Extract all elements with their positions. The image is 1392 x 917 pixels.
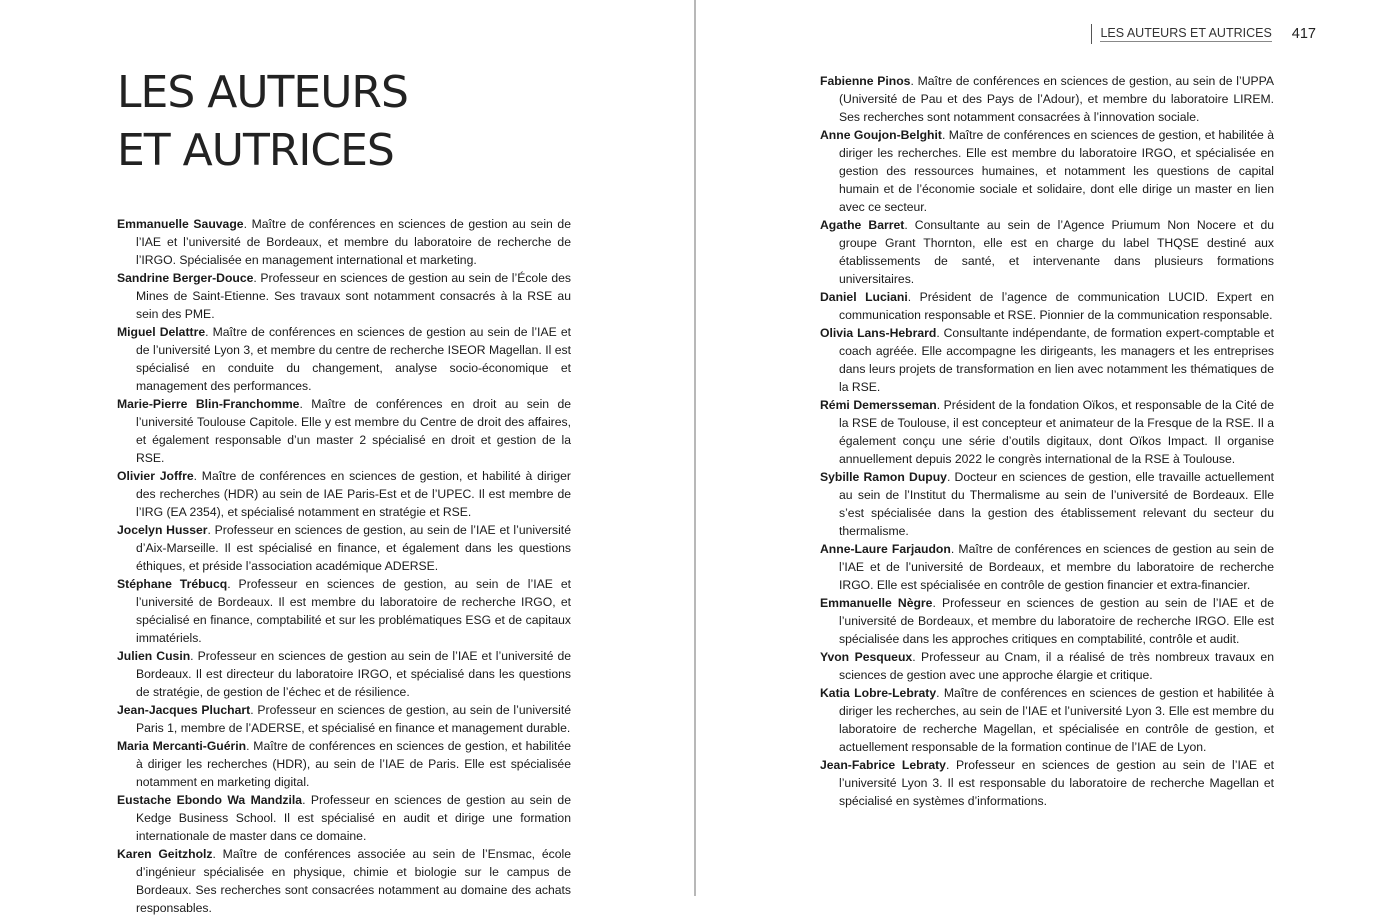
author-bio: . Docteur en sciences de gestion, elle travaille actuellement au sein de l’Institut du Thermalisme au sein de l’université de Bordeaux. Elle s’est spécialisée dans la gestion des établissement relevant du secteur du thermalisme. [839,470,1274,538]
author-bio: . Maître de conférences en sciences de gestion, et habilitée à diriger les recherches. Elle est membre du laboratoire IRGO, et spécialisée en gestion des ressources humaines, et notamment les questions de capital humain et de l’économie sociale et solidaire, dont elle dirige un master en lien avec ce secteur. [839,128,1274,214]
author-name: Maria Mercanti-Guérin [117,739,247,753]
author-entry [820,756,1274,810]
author-name: Eustache Ebondo Wa Mandzila [117,793,303,807]
author-bio: . Maître de conférences en sciences de gestion, et habilitée à diriger les recherches (HDR), au sein de l’IAE de Paris. Elle est spécialisée notamment en marketing digital. [136,739,571,789]
author-list-left [117,215,571,917]
author-name: Rémi Demersseman [820,398,937,412]
author-entry [117,737,571,791]
author-entry [820,396,1274,468]
book-gutter-divider [694,0,696,896]
author-entry [820,72,1274,126]
author-name: Katia Lobre-Lebraty [820,686,937,700]
author-bio: . Maître de conférences en sciences de gestion, et habilité à diriger des recherches (HDR) au sein de IAE Paris-Est et de l’UPEC. Il est membre de l’IRG (EA 2354), et spécialisé notamment en stratégie et RSE. [136,469,571,519]
author-name: Olivia Lans-Hebrard [820,326,937,340]
author-bio: . Professeur en sciences de gestion, au sein de l’université Paris 1, membre de l’ADERSE, et spécialisé en finance et management durable. [136,703,571,735]
author-name: Agathe Barret [820,218,905,232]
author-name: Karen Geitzholz [117,847,213,861]
author-bio: . Président de l’agence de communication LUCID. Expert en communication responsable et RSE. Pionnier de la communication responsable. [839,290,1275,322]
author-bio: . Maître de conférences en sciences de gestion, au sein de l’UPPA (Université de Pau et des Pays de l’Adour), et membre du laboratoire LIREM. Ses recherches sont notamment consacrées à l’innovation sociale. [839,74,1274,124]
author-list-right [820,72,1274,810]
author-name: Anne-Laure Farjaudon [820,542,951,556]
author-entry [117,575,571,647]
chapter-title [117,64,408,180]
author-entry [820,126,1274,216]
author-name: Marie-Pierre Blin-Franchomme [117,397,300,411]
author-bio: . Professeur en sciences de gestion au sein de Kedge Business School. Il est spécialisé en audit et dirige une formation internationale de master dans ce domaine. [136,793,571,843]
author-bio: . Président de la fondation Oïkos, et responsable de la Cité de la RSE de Toulouse, il est concepteur et animateur de la Fresque de la RSE. Il a également conçu une série d’outils digitaux, dont Oïkos Impact. Il organise annuellement depuis 2022 le congrès international de la RSE à Toulouse. [839,398,1274,466]
author-bio: . Maître de conférences associée au sein de l’Ensmac, école d’ingénieur spécialisée en physique, chimie et biologie sur le campus de Bordeaux. Ses recherches sont consacrées notamment au domaine des achats responsables. [136,847,571,915]
chapter-title-line-1: LES AUTEURS [117,67,408,118]
author-bio: . Professeur au Cnam, il a réalisé de très nombreux travaux en sciences de gestion avec une approche élargie et critique. [839,650,1274,682]
author-entry [117,215,571,269]
author-name: Emmanuelle Nègre [820,596,933,610]
author-bio: . Professeur en sciences de gestion au sein de l’IAE et l’université de Bordeaux. Il est directeur du laboratoire IRGO, et spécialisé dans les questions de stratégie, de gestion de l’échec et de résilience. [136,649,571,699]
header-divider [1091,24,1092,44]
author-entry [117,521,571,575]
author-entry [117,323,571,395]
author-name: Miguel Delattre [117,325,206,339]
author-bio: . Professeur en sciences de gestion au sein de l’IAE et de l’université de Bordeaux, et membre du laboratoire de recherche IRGO. Elle est spécialisée dans les approches critiques en comptabilité, contrôle et audit. [839,596,1274,646]
author-name: Yvon Pesqueux [820,650,913,664]
author-entry [820,540,1274,594]
author-bio: . Maître de conférences en droit au sein de l’université Toulouse Capitole. Elle y est membre du Centre de droit des affaires, et également responsable d’un master 2 spécialisé en droit et gestion de la RSE. [136,397,571,465]
author-name: Stéphane Trébucq [117,577,228,591]
running-header [1091,24,1316,44]
author-name: Jocelyn Husser [117,523,208,537]
author-name: Olivier Joffre [117,469,194,483]
author-entry [820,468,1274,540]
author-bio: . Maître de conférences en sciences de gestion et habilitée à diriger les recherches, au sein de l’IAE et l’université Lyon 3. Elle est membre du laboratoire de recherche Magellan, et spécialisée en contrôle de gestion, et actuellement responsable de la formation continue de l’IAE de Lyon. [839,686,1274,754]
author-bio: . Maître de conférences en sciences de gestion au sein de l’IAE et l’université de Bordeaux, et membre du laboratoire de recherche de l’IRGO. Spécialisée en management international et marketing. [136,217,571,267]
author-bio: . Consultante indépendante, de formation expert-comptable et coach agréée. Elle accompagne les dirigeants, les managers et les entreprises dans leurs projets de transformation en lien avec notamment les thématiques de la RSE. [839,326,1274,394]
author-entry [117,395,571,467]
author-bio: . Consultante au sein de l’Agence Priumum Non Nocere et du groupe Grant Thornton, elle est en charge du label THQSE destiné aux établissements de santé, et intervenante dans plusieurs formations universitaires. [839,218,1275,286]
author-bio: . Maître de conférences en sciences de gestion au sein de l’IAE et de l’université Lyon 3, et membre du centre de recherche ISEOR Magellan. Il est spécialisé en conduite du changement, analyse socio-économique et management des performances. [136,325,571,393]
running-header-title: LES AUTEURS ET AUTRICES [1100,26,1272,40]
left-page [0,0,694,915]
author-bio: . Professeur en sciences de gestion au sein de l’IAE et l’université Lyon 3. Il est responsable du laboratoire de recherche Magellan et spécialisé en systèmes d’informations. [839,758,1274,808]
author-entry [117,701,571,737]
author-name: Jean-Jacques Pluchart [117,703,251,717]
author-entry [117,845,571,917]
author-entry [820,594,1274,648]
author-entry [820,648,1274,684]
author-entry [117,647,571,701]
author-bio: . Maître de conférences en sciences de gestion au sein de l’IAE et de l’université de Bordeaux, et membre du laboratoire de recherche IRGO. Elle est spécialisée en contrôle de gestion financier et extra-financier. [839,542,1274,592]
author-entry [820,216,1274,288]
author-entry [117,467,571,521]
author-entry [820,324,1274,396]
author-name: Emmanuelle Sauvage [117,217,244,231]
author-name: Anne Goujon-Belghit [820,128,942,142]
right-page [697,0,1392,896]
author-entry [117,791,571,845]
author-bio: . Professeur en sciences de gestion, au sein de l’IAE et l’université d’Aix-Marseille. Il est spécialisé en finance, et également dans les questions éthiques, et préside l’association académique ADERSE. [136,523,571,573]
author-entry [820,288,1274,324]
author-name: Julien Cusin [117,649,191,663]
author-name: Sybille Ramon Dupuy [820,470,947,484]
author-name: Fabienne Pinos [820,74,911,88]
author-bio: . Professeur en sciences de gestion au sein de l’École des Mines de Saint-Etienne. Ses travaux sont notamment consacrés à la RSE au sein des PME. [136,271,571,321]
author-bio: . Professeur en sciences de gestion, au sein de l’IAE et l’université de Bordeaux. Il est membre du laboratoire de recherche IRGO, et spécialisé en finance, comptabilité et sur les problématiques ESG et de capitaux immatériels. [136,577,571,645]
author-name: Sandrine Berger-Douce [117,271,254,285]
author-entry [117,269,571,323]
author-name: Jean-Fabrice Lebraty [820,758,946,772]
author-entry [820,684,1274,756]
chapter-title-line-2: ET AUTRICES [117,125,394,176]
author-name: Daniel Luciani [820,290,908,304]
page-number: 417 [1291,26,1316,42]
